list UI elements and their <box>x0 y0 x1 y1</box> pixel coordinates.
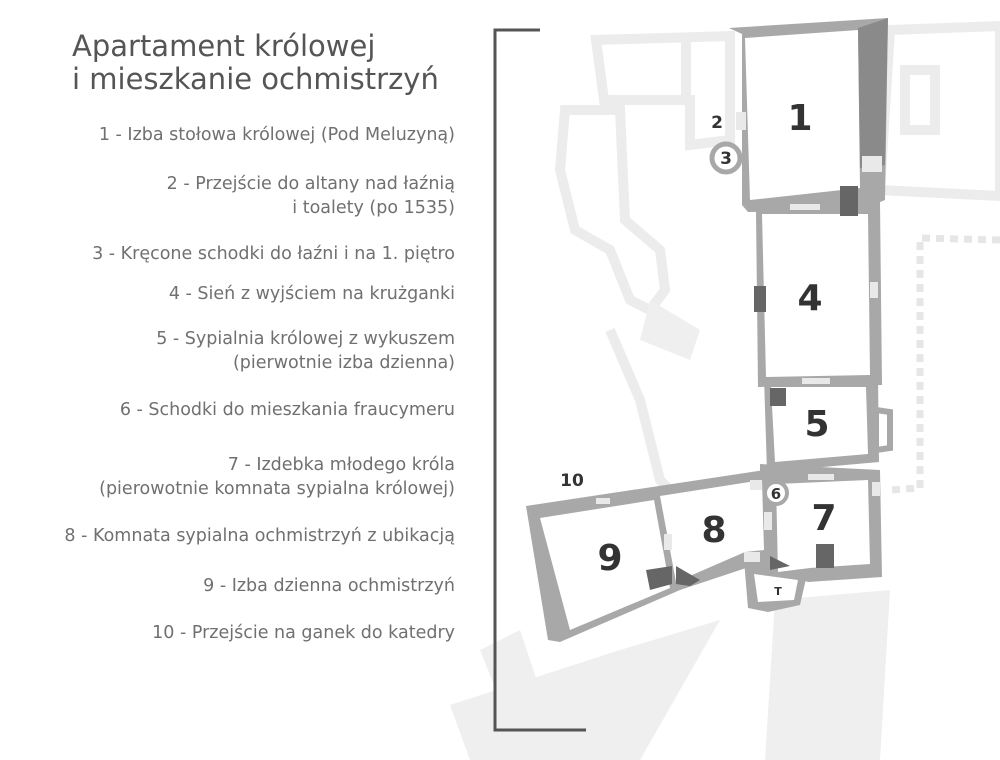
legend-item-5-line-1: 5 - Sypialnia królowej z wykuszem <box>156 329 455 349</box>
room-label-10: 10 <box>560 471 584 491</box>
legend-item-10-line-1: 10 - Przejście na ganek do katedry <box>152 623 455 643</box>
room-label-6: 6 <box>770 485 782 503</box>
legend-list <box>0 0 455 760</box>
room-label-8: 8 <box>701 510 727 551</box>
legend-item-2-line-1: 2 - Przejście do altany nad łaźnią <box>166 174 455 194</box>
legend-item-8 <box>64 524 455 548</box>
legend-item-10 <box>152 621 455 645</box>
legend-item-5-line-2: (pierwotnie izba dzienna) <box>232 353 455 373</box>
page-title-line-2: i mieszkanie ochmistrzyń <box>72 62 439 96</box>
legend-item-7 <box>99 453 455 501</box>
legend-item-7-line-1: 7 - Izdebka młodego króla <box>227 455 455 475</box>
legend-item-2-line-2: i toalety (po 1535) <box>292 198 455 218</box>
room-label-2: 2 <box>711 113 723 133</box>
room-label-9: 9 <box>597 538 623 579</box>
legend-item-6-line-1: 6 - Schodki do mieszkania fraucymeru <box>119 400 455 420</box>
legend-item-3 <box>92 242 455 266</box>
room-label-5: 5 <box>804 404 830 445</box>
legend-item-6 <box>120 398 455 422</box>
room-1-east-wall <box>858 18 888 168</box>
legend-item-1-line-1: 1 - Izba stołowa królowej (Pod Meluzyną) <box>98 125 455 145</box>
legend-item-1 <box>99 123 455 147</box>
room-label-1: 1 <box>787 98 813 139</box>
toilet-label: T <box>774 585 782 598</box>
legend-item-4-line-1: 4 - Sień z wyjściem na krużganki <box>168 284 455 304</box>
room-label-3: 3 <box>720 149 732 169</box>
legend-item-9-line-1: 9 - Izba dzienna ochmistrzyń <box>203 576 455 596</box>
room-label-4: 4 <box>797 278 823 319</box>
room-label-7: 7 <box>811 498 837 539</box>
legend-item-9 <box>203 574 455 598</box>
legend-item-3-line-1: 3 - Kręcone schodki do łaźni i na 1. piętro <box>92 244 455 264</box>
legend-item-2 <box>167 172 455 220</box>
legend-item-4 <box>169 282 455 306</box>
legend-item-8-line-1: 8 - Komnata sypialna ochmistrzyń z ubikacją <box>64 526 455 546</box>
page-title-line-1: Apartament królowej <box>72 29 376 63</box>
courtyard-outline <box>890 238 1000 490</box>
legend-item-5 <box>156 327 455 375</box>
legend-item-7-line-2: (pierowotnie komnata sypialna królowej) <box>99 479 455 499</box>
oriel-bay <box>876 410 890 450</box>
